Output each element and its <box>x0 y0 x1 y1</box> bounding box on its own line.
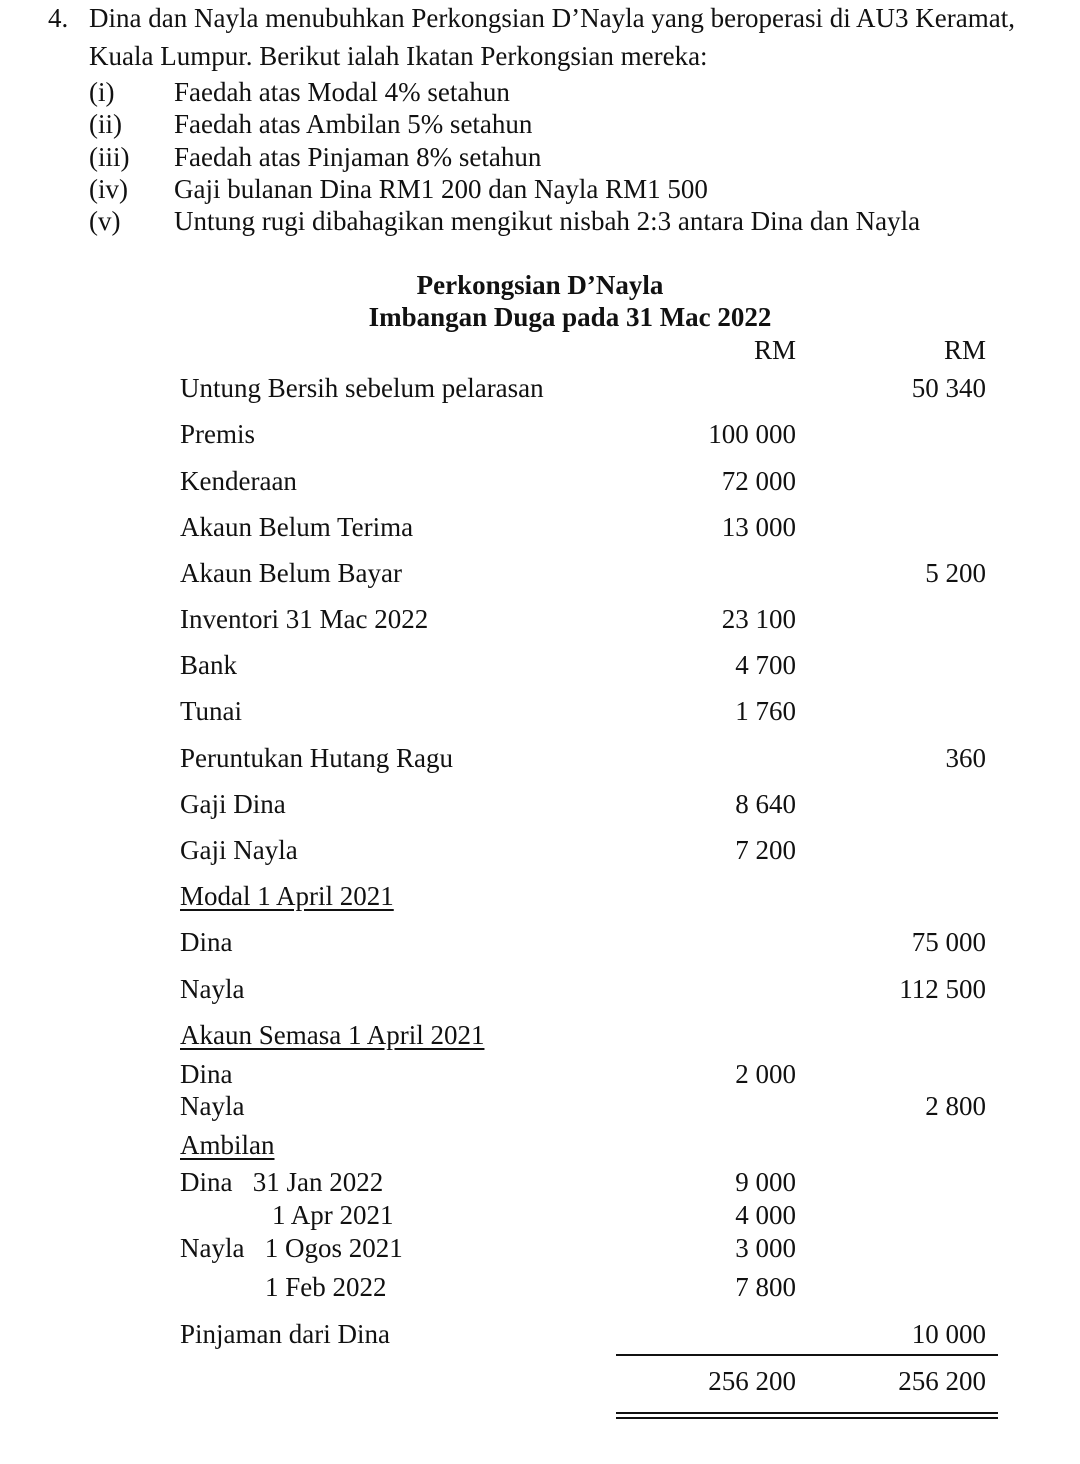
row-label: Gaji Dina <box>180 789 286 819</box>
row-debit: 4 000 <box>735 1200 796 1230</box>
row-label: 1 Apr 2021 <box>272 1200 394 1230</box>
debit-total-top-rule <box>616 1354 846 1356</box>
row-label: Gaji Nayla <box>180 835 298 865</box>
debit-total: 256 200 <box>708 1366 796 1396</box>
row-credit: 5 200 <box>925 558 986 588</box>
clause-text: Faedah atas Ambilan 5% setahun <box>174 109 533 139</box>
row-debit: 7 200 <box>735 835 796 865</box>
credit-total-double-rule-bottom <box>846 1417 998 1419</box>
row-debit: 2 000 <box>735 1059 796 1089</box>
row-label: Untung Bersih sebelum pelarasan <box>180 373 544 403</box>
row-label: Dina <box>180 1059 233 1089</box>
debit-column-header: RM <box>753 335 796 365</box>
row-credit: 50 340 <box>911 373 986 403</box>
row-debit: 1 760 <box>735 696 796 726</box>
row-debit: 7 800 <box>735 1272 796 1302</box>
row-label: Akaun Belum Terima <box>180 512 414 542</box>
row-label: Pinjaman dari Dina <box>180 1319 390 1349</box>
row-credit: 360 <box>945 743 986 773</box>
row-debit: 3 000 <box>735 1233 796 1263</box>
row-label: Nayla <box>180 1091 245 1121</box>
clause-text: Gaji bulanan Dina RM1 200 dan Nayla RM1 500 <box>174 174 708 204</box>
credit-total-double-rule-top <box>846 1412 998 1414</box>
clause-marker: (iii) <box>89 142 130 172</box>
row-label: 1 Feb 2022 <box>265 1272 387 1302</box>
row-credit: 112 500 <box>899 974 986 1004</box>
section-heading-drawings: Ambilan <box>180 1130 275 1160</box>
row-debit: 23 100 <box>721 604 796 634</box>
clause-text: Untung rugi dibahagikan mengikut nisbah 2:3 antara Dina dan Nayla <box>174 206 921 236</box>
debit-total-double-rule-top <box>616 1412 846 1414</box>
clause-marker: (iv) <box>89 174 128 204</box>
credit-total: 256 200 <box>898 1366 986 1396</box>
credit-column-header: RM <box>943 335 986 365</box>
row-label: Tunai <box>180 696 243 726</box>
row-label: Inventori 31 Mac 2022 <box>180 604 429 634</box>
section-heading-current-account: Akaun Semasa 1 April 2021 <box>180 1020 485 1050</box>
question-number: 4. <box>48 3 69 33</box>
row-credit: 75 000 <box>911 927 986 957</box>
row-credit: 2 800 <box>925 1091 986 1121</box>
trial-balance-subtitle: Imbangan Duga pada 31 Mac 2022 <box>368 302 772 332</box>
row-label: Bank <box>180 650 237 680</box>
row-label: Dina <box>180 927 233 957</box>
clause-text: Faedah atas Modal 4% setahun <box>174 77 510 107</box>
row-label: Akaun Belum Bayar <box>180 558 402 588</box>
clause-marker: (i) <box>89 77 115 107</box>
debit-total-double-rule-bottom <box>616 1417 846 1419</box>
section-heading-capital: Modal 1 April 2021 <box>180 881 394 911</box>
clause-marker: (ii) <box>89 109 122 139</box>
row-debit: 13 000 <box>721 512 796 542</box>
row-label: Peruntukan Hutang Ragu <box>180 743 453 773</box>
row-debit: 9 000 <box>735 1167 796 1197</box>
credit-total-top-rule <box>846 1354 998 1356</box>
row-label: Kenderaan <box>180 466 297 496</box>
row-label: Nayla 1 Ogos 2021 <box>180 1233 403 1263</box>
question-intro-line1: Dina dan Nayla menubuhkan Perkongsian D’Nayla yang beroperasi di AU3 Keramat, <box>89 3 1015 33</box>
row-credit: 10 000 <box>911 1319 986 1349</box>
row-debit: 100 000 <box>708 419 796 449</box>
question-intro-line2: Kuala Lumpur. Berikut ialah Ikatan Perkongsian mereka: <box>89 41 708 71</box>
clause-marker: (v) <box>89 206 121 236</box>
row-debit: 8 640 <box>735 789 796 819</box>
clause-text: Faedah atas Pinjaman 8% setahun <box>174 142 542 172</box>
trial-balance-title: Perkongsian D’Nayla <box>416 270 664 300</box>
row-debit: 4 700 <box>735 650 796 680</box>
row-debit: 72 000 <box>721 466 796 496</box>
row-label: Nayla <box>180 974 245 1004</box>
row-label: Premis <box>180 419 256 449</box>
row-label: Dina 31 Jan 2022 <box>180 1167 384 1197</box>
